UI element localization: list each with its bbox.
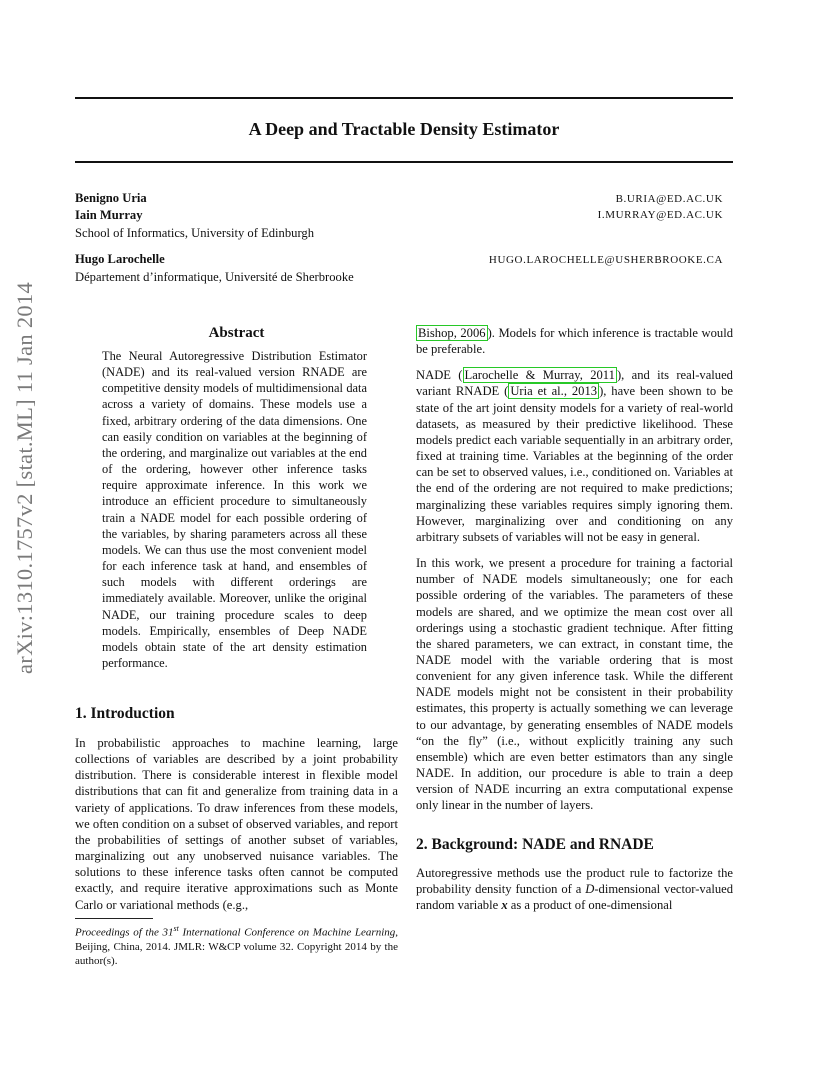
arxiv-identifier: arXiv:1310.1757v2 [stat.ML] 11 Jan 2014 <box>12 281 37 674</box>
right-column <box>416 325 733 913</box>
author-email: HUGO.LAROCHELLE@USHERBROOKE.CA <box>488 254 723 266</box>
citation-link[interactable]: Larochelle & Murray, 2011 <box>464 368 615 383</box>
footnote-rule <box>75 918 153 919</box>
math-var: x <box>501 897 508 912</box>
author-email: B.URIA@ED.AC.UK <box>615 193 723 205</box>
citation-link[interactable]: Bishop, 2006 <box>418 326 486 340</box>
footnote-prefix: Proceedings of the 31 <box>75 926 174 939</box>
background-heading: 2. Background: NADE and RNADE <box>416 835 654 853</box>
paragraph-text: NADE ( <box>416 368 463 383</box>
paragraph-text: -dimensional vector-valued random variable <box>416 881 733 912</box>
author-name: Hugo Larochelle <box>75 252 165 266</box>
abstract-heading: Abstract <box>208 325 265 341</box>
affiliation: Département d’informatique, Université de Sherbrooke <box>75 270 354 284</box>
author-email: I.MURRAY@ED.AC.UK <box>597 209 723 221</box>
title-bottom-rule <box>75 161 733 163</box>
paragraph-text: ). Models for which inference is tractable would be preferable. <box>416 326 733 357</box>
paragraph <box>416 325 733 357</box>
abstract-text: The Neural Autoregressive Distribution Estimator (NADE) and its real-valued version RNADE are competitive density models of multidimensional data across a variety of domains. These models use a fixed, arbitrary ordering of the data dimensions. One can easily condition on variables at the beginning of the ordering, and marginalize out variables at the end of the ordering, however other inference tasks require approximate inference. In this work we introduce an efficient procedure to simultaneously train a NADE model for each possible ordering of the variables, by sharing parameters across all these models. We can thus use the most convenient model for each inference task at hand, and ensembles of such models with different orderings are immediately available. Moreover, unlike the original NADE, our training procedure scales to deep models. Empirically, ensembles of Deep NADE models obtain state of the art density estimation performance. <box>102 349 367 670</box>
top-rule <box>75 97 733 99</box>
footnote-sup: st <box>173 924 179 933</box>
paragraph-text: ), and its real-valued variant RNADE ( <box>416 368 733 399</box>
affiliation: School of Informatics, University of Edinburgh <box>75 226 315 240</box>
footnote <box>75 922 398 968</box>
introduction-section <box>75 704 398 913</box>
intro-text: In probabilistic approaches to machine learning, large collections of variables are described by a joint probability distribution. There is considerable interest in flexible model distributions that can fit and generalize from training data in a variety of applications. To draw inferences from these models, we often condition on a subset of observed variables, and report the probabilities of settings of another subset of variables, marginalizing out any unobserved nuisance variables. The solutions to these inference tasks often cannot be computed exactly, and require iterative approximations such as Monte Carlo or variational methods (e.g., <box>75 736 398 912</box>
paper-title: A Deep and Tractable Density Estimator <box>248 119 560 139</box>
paragraph <box>416 367 733 545</box>
paragraph <box>416 865 733 913</box>
paragraph-text: Autoregressive methods use the product rule to factorize the probability density function of a <box>416 865 733 896</box>
citation-link[interactable]: Uria et al., 2013 <box>510 384 598 399</box>
author-name: Benigno Uria <box>75 191 147 205</box>
footnote-italic: International Conference on Machine Learning <box>178 926 396 939</box>
footnote-rest: , Beijing, China, 2014. JMLR: W&CP volume 32. Copyright 2014 by the author(s). <box>75 926 398 967</box>
paragraph: In this work, we present a procedure for training a factorial number of NADE models simultaneously; one for each possible ordering of the variables. The parameters of these models are shared, and we optimize the mean cost over all orderings using a stochastic gradient technique. After fitting the shared parameters, we can extract, in constant time, the NADE model with the variable ordering that is most convenient for any given inference task. While the different NADE models might not be consistent in their probability estimates, this property is actually something we can leverage to our advantage, by generating ensembles of NADE models “on the fly” (i.e., without explicitly training any such ensemble) which are even better estimators than any single NADE. In addition, our procedure is able to train a deep version of NADE incurring an extra computational expense only linear in the number of layers. <box>416 556 733 813</box>
math-var: D <box>585 881 595 896</box>
paragraph-text: as a product of one-dimensional <box>507 897 673 912</box>
author-name: Iain Murray <box>75 208 143 222</box>
intro-heading: 1. Introduction <box>75 705 175 722</box>
abstract-section <box>75 324 398 671</box>
paragraph-text: ), have been shown to be state of the art joint density models for a variety of real-world datasets, as measured by their predictive likelihood. These models predict each variable sequentially in an arbitrary order, fixed at training time. Variables at the beginning of the order can be set to observed values, i.e., conditioned on. Variables at the end of the ordering are not required to make predictions; marginalizing these variables requires simply ignoring them. However, marginalizing over and conditioning on any arbitrary subsets of variables will not be easy in general. <box>416 384 733 544</box>
